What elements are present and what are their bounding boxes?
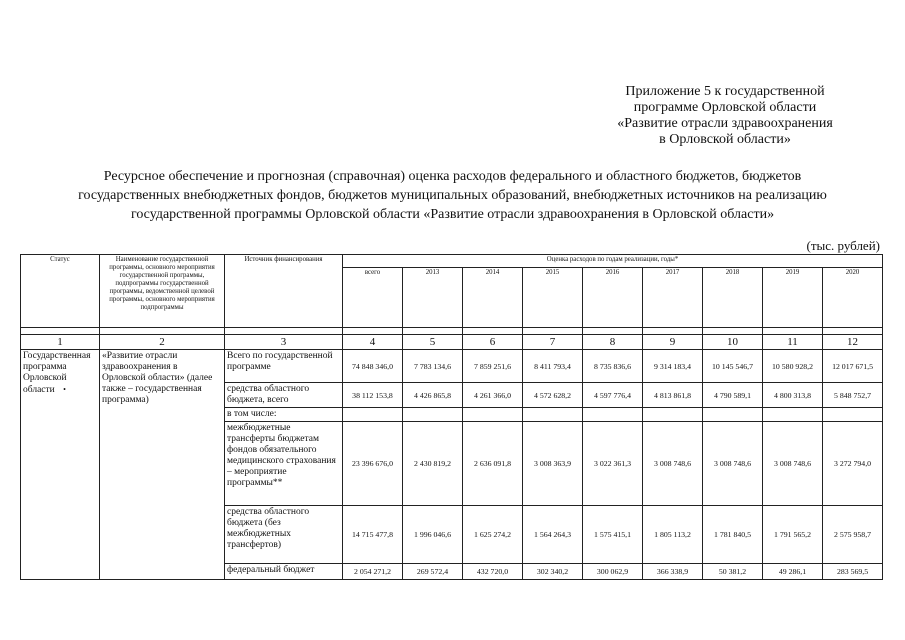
value-cell: 1 805 113,2 — [643, 506, 703, 564]
header-year: 2013 — [403, 268, 463, 328]
table-row — [21, 350, 883, 383]
value-cell: 8 411 793,4 — [523, 350, 583, 383]
value-cell: 302 340,2 — [523, 564, 583, 580]
units-label: (тыс. рублей) — [806, 238, 880, 253]
column-number: 12 — [823, 335, 883, 350]
column-number: 5 — [403, 335, 463, 350]
value-cell: 12 017 671,5 — [823, 350, 883, 383]
column-number-row — [21, 335, 883, 350]
value-cell: 1 625 274,2 — [463, 506, 523, 564]
value-cell: 10 580 928,2 — [763, 350, 823, 383]
pen-mark: • — [63, 385, 66, 394]
header-row — [21, 255, 883, 268]
column-number: 11 — [763, 335, 823, 350]
value-cell: 3 022 361,3 — [583, 422, 643, 506]
header-estimate: Оценка расходов по годам реализации, годы* — [343, 255, 883, 268]
value-cell — [583, 408, 643, 422]
value-cell: 38 112 153,8 — [343, 383, 403, 408]
header-name: Наименование государственной программы, основного мероприятия государственной программы, подпрограммы государственной программы, ведомственной целевой программы, основного мероприятия подпрограммы — [100, 255, 225, 328]
column-number: 3 — [225, 335, 343, 350]
value-cell: 49 286,1 — [763, 564, 823, 580]
value-cell: 5 848 752,7 — [823, 383, 883, 408]
value-cell: 4 790 589,1 — [703, 383, 763, 408]
value-cell: 3 008 748,6 — [643, 422, 703, 506]
header-year: 2020 — [823, 268, 883, 328]
value-cell: 2 636 091,8 — [463, 422, 523, 506]
value-cell: 7 783 134,6 — [403, 350, 463, 383]
value-cell: 1 791 565,2 — [763, 506, 823, 564]
value-cell: 4 813 861,8 — [643, 383, 703, 408]
value-cell: 1 781 840,5 — [703, 506, 763, 564]
header-year: 2017 — [643, 268, 703, 328]
value-cell: 2 430 819,2 — [403, 422, 463, 506]
column-number: 6 — [463, 335, 523, 350]
value-cell: 4 597 776,4 — [583, 383, 643, 408]
appendix-line: «Развитие отрасли здравоохранения — [617, 116, 833, 131]
value-cell — [403, 408, 463, 422]
value-cell: 1 996 046,6 — [403, 506, 463, 564]
document-title — [30, 167, 875, 224]
appendix-line: в Орловской области» — [659, 132, 791, 147]
spacer-row — [21, 328, 883, 335]
value-cell: 1 575 415,1 — [583, 506, 643, 564]
value-cell: 74 848 346,0 — [343, 350, 403, 383]
appendix-line: Приложение 5 к государственной — [625, 84, 825, 99]
value-cell: 4 800 313,8 — [763, 383, 823, 408]
title-line: государственных внебюджетных фондов, бюджетов муниципальных образований, внебюджетных источников на реализацию — [78, 188, 827, 203]
value-cell: 269 572,4 — [403, 564, 463, 580]
column-number: 1 — [21, 335, 100, 350]
value-cell: 4 572 628,2 — [523, 383, 583, 408]
source-cell: федеральный бюджет — [225, 564, 343, 580]
budget-table — [20, 254, 883, 580]
header-year: 2018 — [703, 268, 763, 328]
value-cell: 283 569,5 — [823, 564, 883, 580]
appendix-note — [600, 84, 850, 148]
value-cell: 50 381,2 — [703, 564, 763, 580]
program-status: Государственная программа Орловской области — [23, 351, 91, 395]
header-year: 2015 — [523, 268, 583, 328]
source-cell: средства областного бюджета (без межбюджетных трансфертов) — [225, 506, 343, 564]
value-cell: 3 008 748,6 — [703, 422, 763, 506]
title-line: государственной программы Орловской области «Развитие отрасли здравоохранения в Орловской области» — [130, 207, 775, 222]
column-number: 10 — [703, 335, 763, 350]
value-cell — [523, 408, 583, 422]
source-cell: Всего по государственной программе — [225, 350, 343, 383]
column-number: 2 — [100, 335, 225, 350]
header-year: 2016 — [583, 268, 643, 328]
column-number: 7 — [523, 335, 583, 350]
value-cell: 23 396 676,0 — [343, 422, 403, 506]
value-cell — [643, 408, 703, 422]
source-cell: в том числе: — [225, 408, 343, 422]
value-cell: 7 859 251,6 — [463, 350, 523, 383]
value-cell: 1 564 264,3 — [523, 506, 583, 564]
value-cell: 9 314 183,4 — [643, 350, 703, 383]
header-year: 2014 — [463, 268, 523, 328]
header-status: Статус — [21, 255, 100, 328]
title-line: Ресурсное обеспечение и прогнозная (справочная) оценка расходов федерального и областного бюджетов, бюджетов — [103, 169, 802, 184]
source-cell: межбюджетные трансферты бюджетам фондов обязательного медицинского страхования – мероприятие программы** — [225, 422, 343, 506]
value-cell: 3 008 748,6 — [763, 422, 823, 506]
value-cell — [463, 408, 523, 422]
value-cell: 14 715 477,8 — [343, 506, 403, 564]
value-cell: 432 720,0 — [463, 564, 523, 580]
column-number: 4 — [343, 335, 403, 350]
value-cell — [343, 408, 403, 422]
value-cell: 10 145 546,7 — [703, 350, 763, 383]
column-number: 8 — [583, 335, 643, 350]
program-name: «Развитие отрасли здравоохранения в Орловской области» (далее также – государственная программа) — [100, 350, 225, 580]
value-cell: 2 054 271,2 — [343, 564, 403, 580]
value-cell — [823, 408, 883, 422]
value-cell: 2 575 958,7 — [823, 506, 883, 564]
value-cell: 3 008 363,9 — [523, 422, 583, 506]
column-number: 9 — [643, 335, 703, 350]
header-year: 2019 — [763, 268, 823, 328]
program-status-cell — [21, 350, 100, 580]
value-cell: 4 426 865,8 — [403, 383, 463, 408]
value-cell: 366 338,9 — [643, 564, 703, 580]
appendix-line: программе Орловской области — [633, 100, 817, 115]
value-cell: 300 062,9 — [583, 564, 643, 580]
value-cell — [763, 408, 823, 422]
header-total: всего — [343, 268, 403, 328]
value-cell: 8 735 836,6 — [583, 350, 643, 383]
value-cell: 4 261 366,0 — [463, 383, 523, 408]
value-cell: 3 272 794,0 — [823, 422, 883, 506]
header-source: Источник финансирования — [225, 255, 343, 328]
source-cell: средства областного бюджета, всего — [225, 383, 343, 408]
value-cell — [703, 408, 763, 422]
